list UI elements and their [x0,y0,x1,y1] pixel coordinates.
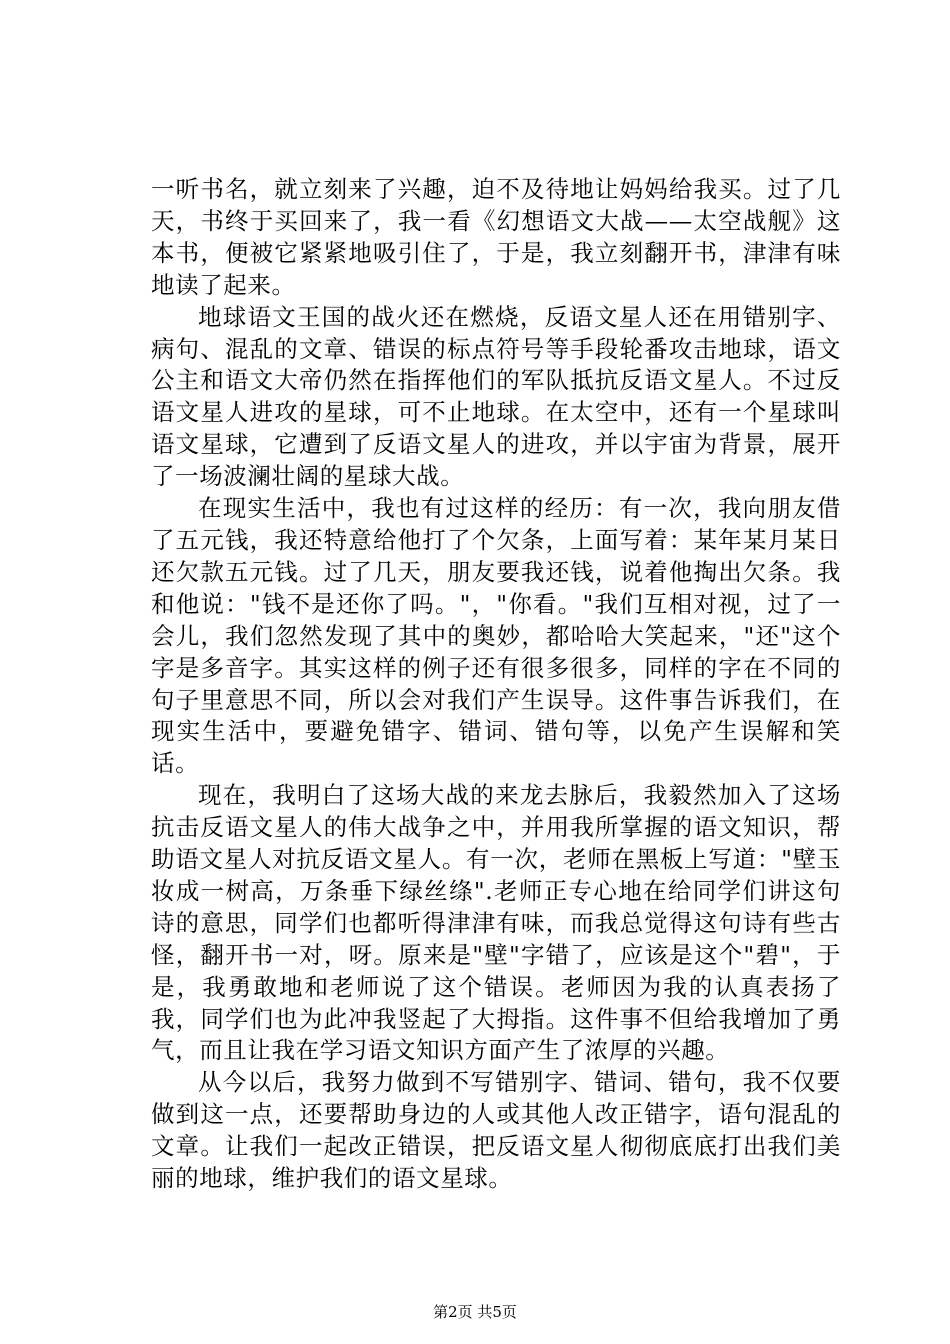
paragraph-4: 现在，我明白了这场大战的来龙去脉后，我毅然加入了这场抗击反语文星人的伟大战争之中，并用我所掌握的语文知识，帮助语文星人对抗反语文星人。有一次，老师在黑板上写道："壁玉妆成一树高，万条垂下绿丝绦".老师正专心地在给同学们讲这句诗的意思，同学们也都听得津津有味，而我总觉得这句诗有些古怪，翻开书一对，呀。原来是"壁"字错了，应该是这个"碧"，于是，我勇敢地和老师说了这个错误。老师因为我的认真表扬了我，同学们也为此冲我竖起了大拇指。这件事不但给我增加了勇气，而且让我在学习语文知识方面产生了浓厚的兴趣。 [151,781,841,1065]
paragraph-3: 在现实生活中，我也有过这样的经历：有一次，我向朋友借了五元钱，我还特意给他打了个欠条，上面写着：某年某月某日还欠款五元钱。过了几天，朋友要我还钱，说着他掏出欠条。我和他说："钱不是还你了吗。"，"你看。"我们互相对视，过了一会儿，我们忽然发现了其中的奥妙，都哈哈大笑起来，"还"这个字是多音字。其实这样的例子还有很多很多，同样的字在不同的句子里意思不同，所以会对我们产生误导。这件事告诉我们，在现实生活中，要避免错字、错词、错句等，以免产生误解和笑话。 [151,494,841,778]
page-number-footer: 第2页 共5页 [433,1303,517,1321]
paragraph-1: 一听书名，就立刻来了兴趣，迫不及待地让妈妈给我买。过了几天，书终于买回来了，我一看《幻想语文大战——太空战舰》这本书，便被它紧紧地吸引住了，于是，我立刻翻开书，津津有味地读了起来。 [151,175,841,299]
paragraph-2: 地球语文王国的战火还在燃烧，反语文星人还在用错别字、病句、混乱的文章、错误的标点符号等手段轮番攻击地球，语文公主和语文大帝仍然在指挥他们的军队抵抗反语文星人。不过反语文星人进攻的星球，可不止地球。在太空中，还有一个星球叫语文星球，它遭到了反语文星人的进攻，并以宇宙为背景，展开了一场波澜壮阔的星球大战。 [151,302,841,491]
paragraph-5: 从今以后，我努力做到不写错别字、错词、错句，我不仅要做到这一点，还要帮助身边的人或其他人改正错字，语句混乱的文章。让我们一起改正错误，把反语文星人彻彻底底打出我们美丽的地球，维护我们的语文星球。 [151,1068,841,1193]
article-body [151,174,841,1195]
